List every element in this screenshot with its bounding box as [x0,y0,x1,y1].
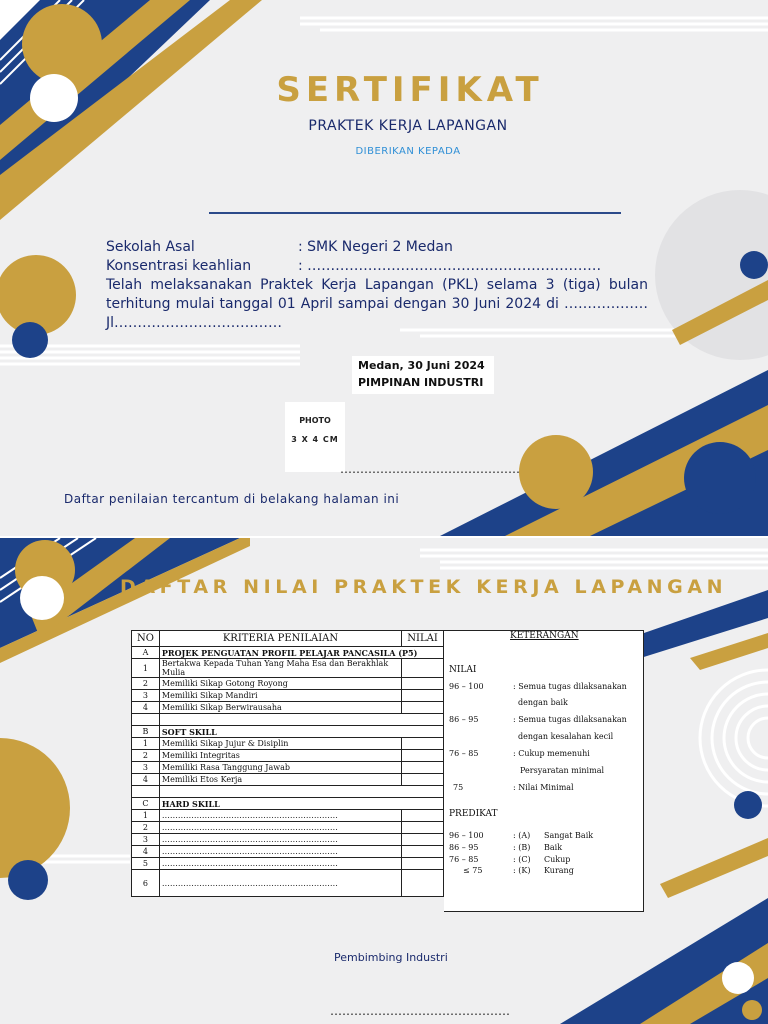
row-no: 2 [132,750,160,762]
predicate-4-code: : (K) [513,866,531,875]
predicate-3-word: Cukup [544,855,571,864]
row-criteria: ………………………………………………………… [159,846,401,858]
certificate-title: SERTIFIKAT [276,70,544,110]
grades-table [131,630,444,897]
row-score-cell[interactable] [402,774,444,786]
predicate-2-word: Baik [544,843,563,852]
signer-title: PIMPINAN INDUSTRI [358,376,484,389]
table-row [132,702,444,714]
school-value: : SMK Negeri 2 Medan [298,239,453,255]
body-line-1: Telah melaksanakan Praktek Kerja Lapangan (PKL) selama 3 (tiga) bulan [106,277,648,293]
header-score: NILAI [402,631,444,647]
row-criteria: Memiliki Sikap Jujur & Disiplin [159,738,401,750]
range-1: 96 – 100 [449,682,484,691]
signature-block [352,356,494,394]
row-score-cell[interactable] [402,690,444,702]
range-2-text-2: dengan kesalahan kecil [518,732,614,741]
section-label: PROJEK PENGUATAN PROFIL PELAJAR PANCASILA (P5) [159,647,443,659]
given-to-label: DIBERIKAN KEPADA [355,146,461,157]
row-score-cell[interactable] [402,678,444,690]
row-no: 1 [132,659,160,678]
range-1-text: : Semua tugas dilaksanakan [513,682,627,691]
row-no: 5 [132,858,160,870]
header-no: NO [132,631,160,647]
back-page-note: Daftar penilaian tercantum di belakang halaman ini [64,492,400,506]
header-criteria: KRITERIA PENILAIAN [159,631,401,647]
spacer-row [132,786,444,798]
range-4: 75 [453,783,464,792]
row-score-cell[interactable] [402,870,444,897]
row-no: 4 [132,846,160,858]
table-row [132,774,444,786]
predicate-2-code: : (B) [513,843,531,852]
row-score-cell[interactable] [402,834,444,846]
predicate-1-code: : (A) [513,831,531,840]
row-score-cell[interactable] [402,822,444,834]
row-criteria: Memiliki Sikap Mandiri [159,690,401,702]
row-score-cell[interactable] [402,750,444,762]
row-no: 1 [132,738,160,750]
row-no: 3 [132,762,160,774]
section-row [132,647,444,659]
concentration-label: Konsentrasi keahlian [106,258,252,274]
range-3-text: : Cukup memenuhi [513,749,590,758]
row-score-cell[interactable] [402,846,444,858]
row-criteria: ………………………………………………………… [159,870,401,897]
row-no: 3 [132,690,160,702]
row-criteria: ………………………………………………………… [159,822,401,834]
row-score-cell[interactable] [402,738,444,750]
table-header-row [132,631,444,647]
row-score-cell[interactable] [402,702,444,714]
mentor-signature-line: ……………………………………… [330,1004,510,1018]
row-score-cell[interactable] [402,810,444,822]
row-criteria: Memiliki Sikap Gotong Royong [159,678,401,690]
predicate-4-word: Kurang [544,866,574,875]
table-row [132,834,444,846]
row-criteria: Memiliki Sikap Berwirausaha [159,702,401,714]
section-row [132,726,444,738]
row-criteria: ………………………………………………………… [159,810,401,822]
spacer-row [132,714,444,726]
predicate-4-range: ≤ 75 [463,866,483,875]
school-label: Sekolah Asal [106,239,195,255]
row-criteria: ………………………………………………………… [159,858,401,870]
section-code: B [132,726,160,738]
range-3-text-2: Persyaratan minimal [520,766,605,775]
row-score-cell[interactable] [402,858,444,870]
table-row [132,690,444,702]
section-row [132,798,444,810]
range-1-text-2: dengan baik [518,698,568,707]
table-row [132,810,444,822]
row-no: 3 [132,834,160,846]
grades-title: DAFTAR NILAI PRAKTEK KERJA LAPANGAN [120,576,728,598]
predikat-label: PREDIKAT [449,809,498,819]
predicate-3-range: 76 – 85 [449,855,479,864]
predicate-3-code: : (C) [513,855,531,864]
section-code: C [132,798,160,810]
recipient-name-line [209,212,621,214]
body-line-2: terhitung mulai tanggal 01 April sampai dengan 30 Juni 2024 di ……………… [106,296,648,312]
table-row [132,858,444,870]
certificate-subtitle: PRAKTEK KERJA LAPANGAN [308,118,508,134]
row-criteria: Memiliki Etos Kerja [159,774,401,786]
row-no: 6 [132,870,160,897]
predicate-1-word: Sangat Baik [544,831,594,840]
row-no: 2 [132,822,160,834]
photo-label: PHOTO [299,416,331,425]
concentration-value: : ……………………………………………………… [298,258,602,274]
remarks-header: KETERANGAN [510,631,579,641]
table-row [132,659,444,678]
range-2-text: : Semua tugas dilaksanakan [513,715,627,724]
row-criteria: Bertakwa Kepada Tuhan Yang Maha Esa dan Berakhlak Mulia [159,659,401,678]
section-code: A [132,647,160,659]
nilai-label: NILAI [449,665,477,675]
table-row [132,762,444,774]
range-4-text: : Nilai Minimal [513,783,574,792]
photo-size: 3 X 4 CM [291,435,339,444]
body-line-3: Jl……………………………… [106,315,283,331]
row-score-cell[interactable] [402,659,444,678]
remarks-panel [444,630,644,912]
predicate-1-range: 96 – 100 [449,831,484,840]
range-2: 86 – 95 [449,715,479,724]
table-row [132,822,444,834]
table-row [132,750,444,762]
row-no: 2 [132,678,160,690]
row-no: 1 [132,810,160,822]
table-row [132,678,444,690]
mentor-label: Pembimbing Industri [334,951,448,964]
table-row [132,738,444,750]
row-score-cell[interactable] [402,762,444,774]
predicate-2-range: 86 – 95 [449,843,479,852]
row-no: 4 [132,702,160,714]
row-criteria: ………………………………………………………… [159,834,401,846]
place-date: Medan, 30 Juni 2024 [358,359,485,372]
signature-line: ……………………………………… [340,462,520,476]
table-row [132,870,444,897]
table-row [132,846,444,858]
range-3: 76 – 85 [449,749,479,758]
row-no: 4 [132,774,160,786]
row-criteria: Memiliki Integritas [159,750,401,762]
section-label: HARD SKILL [159,798,443,810]
section-label: SOFT SKILL [159,726,443,738]
row-criteria: Memiliki Rasa Tanggung Jawab [159,762,401,774]
photo-placeholder [285,402,345,472]
